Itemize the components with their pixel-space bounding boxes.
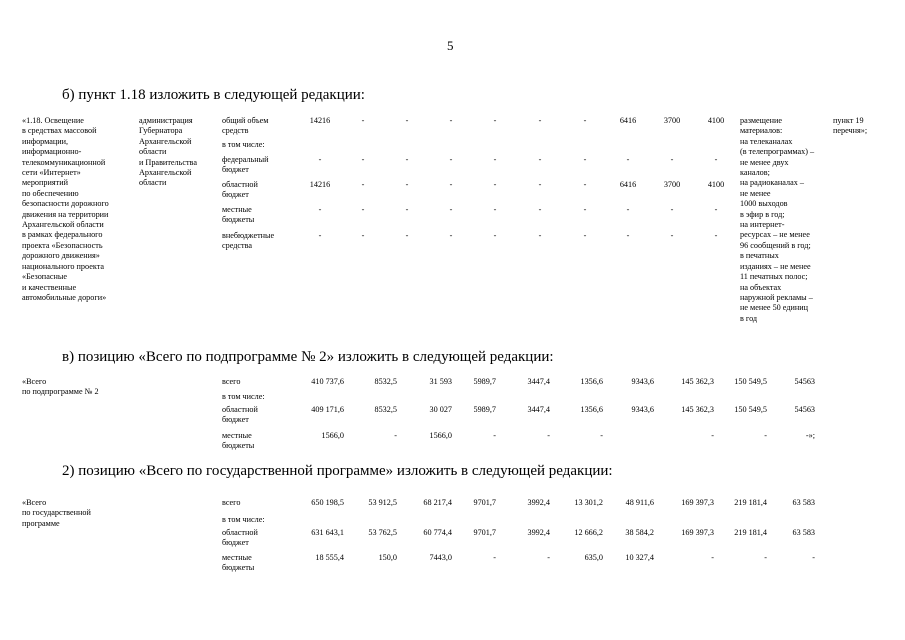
b-value-cell: - xyxy=(361,155,365,164)
s2-value-cell: - xyxy=(812,553,815,562)
s2-value-cell: 219 181,4 xyxy=(734,528,767,537)
state-program-total-label: «Всего по государственной программе xyxy=(22,498,91,528)
s2-value-cell: 12 666,2 xyxy=(574,528,603,537)
b-value-cell: - xyxy=(318,205,322,214)
s2-value-cell: - xyxy=(711,553,714,562)
subprogram-total-label: «Всего по подпрограмме № 2 xyxy=(22,377,99,397)
b-value-cell: - xyxy=(538,116,542,125)
v-value-cell: 145 362,3 xyxy=(681,377,714,386)
b-value-cell: - xyxy=(583,180,587,189)
s2-value-cell: 38 584,2 xyxy=(625,528,654,537)
s2-value-cell: - xyxy=(493,553,496,562)
v-row-label: всего xyxy=(222,377,241,386)
b-value-cell: - xyxy=(583,205,587,214)
s2-row-label: всего xyxy=(222,498,241,507)
b-row-label: общий объем средств xyxy=(222,116,269,136)
v-value-cell: 3447,4 xyxy=(527,405,550,414)
b-value-cell: - xyxy=(714,205,718,214)
b-value-cell: - xyxy=(318,231,322,240)
v-value-cell: - xyxy=(493,431,496,440)
s2-value-cell: 169 397,3 xyxy=(681,498,714,507)
v-value-cell: - xyxy=(394,431,397,440)
b-value-cell: - xyxy=(714,231,718,240)
v-value-cell: 5989,7 xyxy=(473,405,496,414)
b-value-cell: 4100 xyxy=(707,116,725,125)
b-value-cell: - xyxy=(361,180,365,189)
s2-value-cell: 219 181,4 xyxy=(734,498,767,507)
b-value-cell: - xyxy=(626,231,630,240)
reference-cell: пункт 19 перечня»; xyxy=(833,116,868,136)
b-value-cell: - xyxy=(449,116,453,125)
b-value-cell: - xyxy=(405,205,409,214)
s2-value-cell: 150,0 xyxy=(378,553,397,562)
result-indicators-cell: размещение материалов: на телеканалах (в телепрограммах) – не менее двух каналов; на радиоканалах – не менее 1000 выходов в эфир в год; на интернет- ресурсах – не менее 96 сообщений в год; в печатных изданиях – не менее 11 печатных полос; на объектах наружной рекламы – не менее 50 единиц в год xyxy=(740,116,815,323)
b-value-cell: - xyxy=(538,205,542,214)
s2-value-cell: - xyxy=(764,553,767,562)
page-number: 5 xyxy=(447,38,454,53)
v-value-cell: 1566,0 xyxy=(321,431,344,440)
s2-value-cell: 53 762,5 xyxy=(368,528,397,537)
v-value-cell: 8532,5 xyxy=(374,377,397,386)
b-value-cell: - xyxy=(405,180,409,189)
b-value-cell: - xyxy=(361,231,365,240)
v-row-label: в том числе: xyxy=(222,392,265,401)
b-value-cell: - xyxy=(493,205,497,214)
s2-value-cell: 635,0 xyxy=(584,553,603,562)
s2-value-cell: 63 583 xyxy=(792,528,815,537)
s2-row-label: местные бюджеты xyxy=(222,553,255,573)
v-value-cell: 54563 xyxy=(794,405,815,414)
s2-row-label: в том числе: xyxy=(222,515,265,524)
b-value-cell: 4100 xyxy=(707,180,725,189)
b-value-cell: 3700 xyxy=(663,180,681,189)
b-value-cell: - xyxy=(405,116,409,125)
b-value-cell: - xyxy=(670,155,674,164)
b-value-cell: - xyxy=(670,205,674,214)
s2-value-cell: 63 583 xyxy=(792,498,815,507)
heading-v: в) позицию «Всего по подпрограмме № 2» изложить в следующей редакции: xyxy=(62,349,554,365)
b-value-cell: - xyxy=(449,205,453,214)
b-value-cell: - xyxy=(538,231,542,240)
v-value-cell: 150 549,5 xyxy=(734,377,767,386)
s2-value-cell: 13 301,2 xyxy=(574,498,603,507)
b-value-cell: 14216 xyxy=(309,116,331,125)
v-value-cell: 409 171,6 xyxy=(311,405,344,414)
s2-value-cell: - xyxy=(547,553,550,562)
v-value-cell: 9343,6 xyxy=(631,377,654,386)
b-value-cell: - xyxy=(493,180,497,189)
v-value-cell: - xyxy=(764,431,767,440)
v-value-cell: 1566,0 xyxy=(429,431,452,440)
s2-value-cell: 3992,4 xyxy=(527,498,550,507)
s2-value-cell: 9701,7 xyxy=(473,498,496,507)
s2-value-cell: 18 555,4 xyxy=(315,553,344,562)
b-value-cell: - xyxy=(449,180,453,189)
v-value-cell: - xyxy=(547,431,550,440)
v-value-cell: 5989,7 xyxy=(473,377,496,386)
item-1-18-description: «1.18. Освещение в средствах массовой информации, информационно- телекоммуникационной сети «Интернет» мероприятий по обеспечению безопасности дорожного движения на территории Архангельской области в рамках федерального проекта «Безопасность дорожного движения» национального проекта «Безопасные и качественные автомобильные дороги» xyxy=(22,116,109,302)
v-value-cell: 9343,6 xyxy=(631,405,654,414)
b-value-cell: 6416 xyxy=(619,116,637,125)
v-value-cell: 31 593 xyxy=(429,377,452,386)
v-value-cell: 30 027 xyxy=(429,405,452,414)
b-row-label: внебюджетные средства xyxy=(222,231,275,251)
b-row-label: федеральный бюджет xyxy=(222,155,269,175)
b-value-cell: - xyxy=(318,155,322,164)
b-value-cell: - xyxy=(361,116,365,125)
b-value-cell: - xyxy=(626,205,630,214)
s2-value-cell: 48 911,6 xyxy=(625,498,654,507)
v-value-cell: 8532,5 xyxy=(374,405,397,414)
b-value-cell: - xyxy=(449,231,453,240)
v-value-cell: 54563 xyxy=(794,377,815,386)
v-value-cell: -»; xyxy=(805,431,815,440)
s2-row-label: областной бюджет xyxy=(222,528,258,548)
v-value-cell: 145 362,3 xyxy=(681,405,714,414)
s2-value-cell: 3992,4 xyxy=(527,528,550,537)
b-value-cell: 14216 xyxy=(309,180,331,189)
b-value-cell: - xyxy=(538,180,542,189)
s2-value-cell: 631 643,1 xyxy=(311,528,344,537)
b-value-cell: - xyxy=(583,155,587,164)
b-value-cell: - xyxy=(449,155,453,164)
v-value-cell: - xyxy=(600,431,603,440)
b-value-cell: - xyxy=(538,155,542,164)
b-value-cell: 3700 xyxy=(663,116,681,125)
b-value-cell: - xyxy=(670,231,674,240)
s2-value-cell: 169 397,3 xyxy=(681,528,714,537)
v-row-label: областной бюджет xyxy=(222,405,258,425)
s2-value-cell: 53 912,5 xyxy=(368,498,397,507)
b-row-label: местные бюджеты xyxy=(222,205,255,225)
v-value-cell: 1356,6 xyxy=(580,405,603,414)
b-value-cell: - xyxy=(493,155,497,164)
b-value-cell: - xyxy=(583,116,587,125)
b-value-cell: - xyxy=(361,205,365,214)
b-value-cell: 6416 xyxy=(619,180,637,189)
heading-2: 2) позицию «Всего по государственной программе» изложить в следующей редакции: xyxy=(62,463,613,479)
b-value-cell: - xyxy=(583,231,587,240)
s2-value-cell: 60 774,4 xyxy=(423,528,452,537)
b-row-label: областной бюджет xyxy=(222,180,258,200)
s2-value-cell: 68 217,4 xyxy=(423,498,452,507)
v-row-label: местные бюджеты xyxy=(222,431,255,451)
v-value-cell: - xyxy=(711,431,714,440)
b-value-cell: - xyxy=(714,155,718,164)
s2-value-cell: 650 198,5 xyxy=(311,498,344,507)
v-value-cell: 410 737,6 xyxy=(311,377,344,386)
v-value-cell: 1356,6 xyxy=(580,377,603,386)
v-value-cell: 3447,4 xyxy=(527,377,550,386)
s2-value-cell: 10 327,4 xyxy=(625,553,654,562)
b-row-label: в том числе: xyxy=(222,140,265,149)
executor-cell: администрация Губернатора Архангельской области и Правительства Архангельской области xyxy=(139,116,197,188)
heading-b: б) пункт 1.18 изложить в следующей редакции: xyxy=(62,87,365,103)
b-value-cell: - xyxy=(493,116,497,125)
b-value-cell: - xyxy=(405,231,409,240)
s2-value-cell: 7443,0 xyxy=(429,553,452,562)
b-value-cell: - xyxy=(405,155,409,164)
b-value-cell: - xyxy=(493,231,497,240)
v-value-cell: 150 549,5 xyxy=(734,405,767,414)
b-value-cell: - xyxy=(626,155,630,164)
s2-value-cell: 9701,7 xyxy=(473,528,496,537)
